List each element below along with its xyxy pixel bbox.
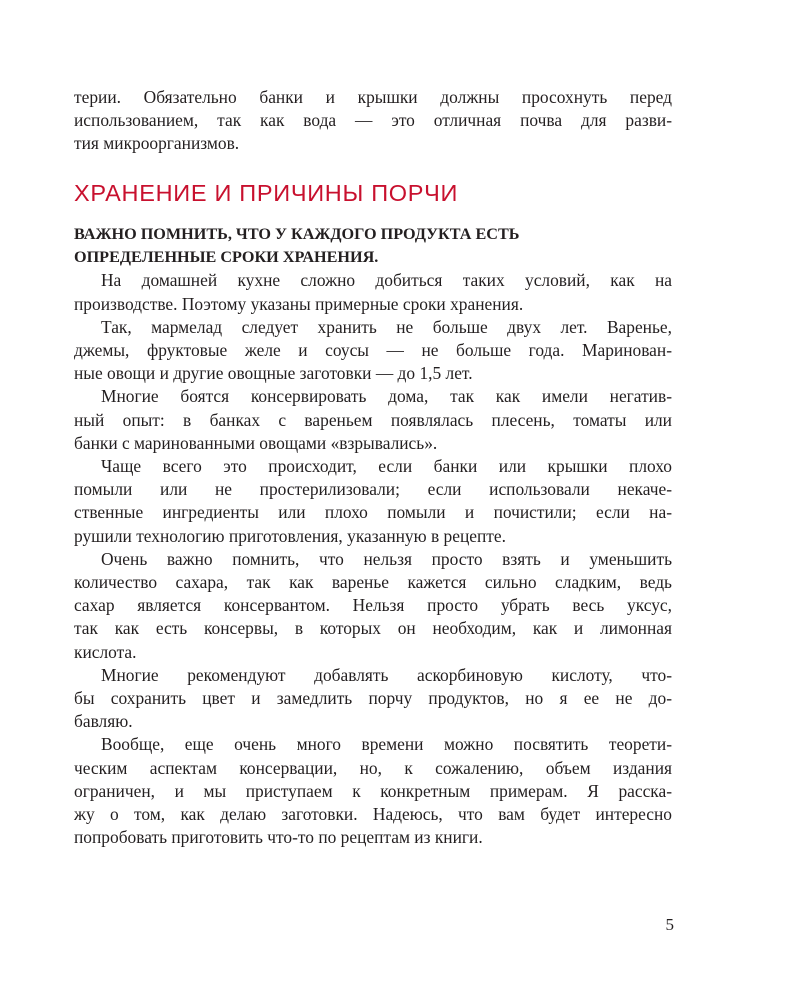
paragraph [74,385,672,455]
text-line: ческим аспектам консервации, но, к сожалению, объем издания [74,757,672,778]
text-line: тия микроорганизмов. [74,133,240,154]
lead-paragraph [74,223,672,269]
text-line: помыли или не простерилизовали; если использовали некаче- [74,479,672,500]
text-line: жу о том, как делаю заготовки. Надеюсь, что вам будет интересно [74,804,672,825]
text-line: джемы, фруктовые желе и соусы — не больше года. Маринован- [74,340,672,361]
paragraph [74,269,672,315]
paragraph [74,733,672,849]
text-line: бы сохранить цвет и замедлить порчу продуктов, но я ее не до- [74,688,672,709]
section-body [74,223,672,849]
page-number: 5 [665,915,674,934]
text-line: ные овощи и другие овощные заготовки — до 1,5 лет. [74,363,473,384]
text-line: Многие боятся консервировать дома, так как имели негатив- [101,386,672,407]
text-line: Так, мармелад следует хранить не больше двух лет. Варенье, [101,316,672,337]
text-line: ный опыт: в банках с вареньем появлялась плесень, томаты или [74,409,672,430]
section-heading: ХРАНЕНИЕ И ПРИЧИНЫ ПОРЧИ [74,180,459,206]
text-line: использованием, так как вода — это отличная почва для разви- [74,110,672,131]
paragraph [74,316,672,386]
lead-line: ВАЖНО ПОМНИТЬ, ЧТО У КАЖДОГО ПРОДУКТА ЕСТЬ [74,225,520,243]
text-line: рушили технологию приготовления, указанную в рецепте. [74,525,506,546]
text-line: так как есть консервы, в которых он необходим, как и лимонная [74,618,672,639]
text-line: количество сахара, так как варенье кажется сильно сладким, ведь [74,572,672,593]
text-line: бавляю. [74,711,133,732]
text-line: Чаще всего это происходит, если банки или крышки плохо [101,456,672,477]
text-line: Вообще, еще очень много времени можно посвятить теорети- [101,734,672,755]
text-line: Очень важно помнить, что нельзя просто взять и уменьшить [101,548,672,569]
text-line: ственные ингредиенты или плохо помыли и почистили; если на- [74,502,672,523]
paragraph [74,664,672,734]
text-line: терии. Обязательно банки и крышки должны просохнуть перед [74,87,672,107]
lead-line: ОПРЕДЕЛЕННЫЕ СРОКИ ХРАНЕНИЯ. [74,248,379,267]
paragraph [74,548,672,664]
text-line: Многие рекомендуют добавлять аскорбиновую кислоту, что- [101,664,672,685]
text-line: попробовать приготовить что-то по рецептам из книги. [74,827,483,848]
text-line: На домашней кухне сложно добиться таких условий, как на [101,270,672,291]
text-line: банки с маринованными овощами «взрывались». [74,432,438,453]
paragraph [74,455,672,548]
text-line: ограничен, и мы приступаем к конкретным примерам. Я расска- [74,780,672,801]
intro-paragraph [74,86,672,156]
text-line: кислота. [74,641,137,662]
text-line: сахар является консервантом. Нельзя просто убрать весь уксус, [74,595,672,616]
text-line: производстве. Поэтому указаны примерные сроки хранения. [74,293,524,314]
